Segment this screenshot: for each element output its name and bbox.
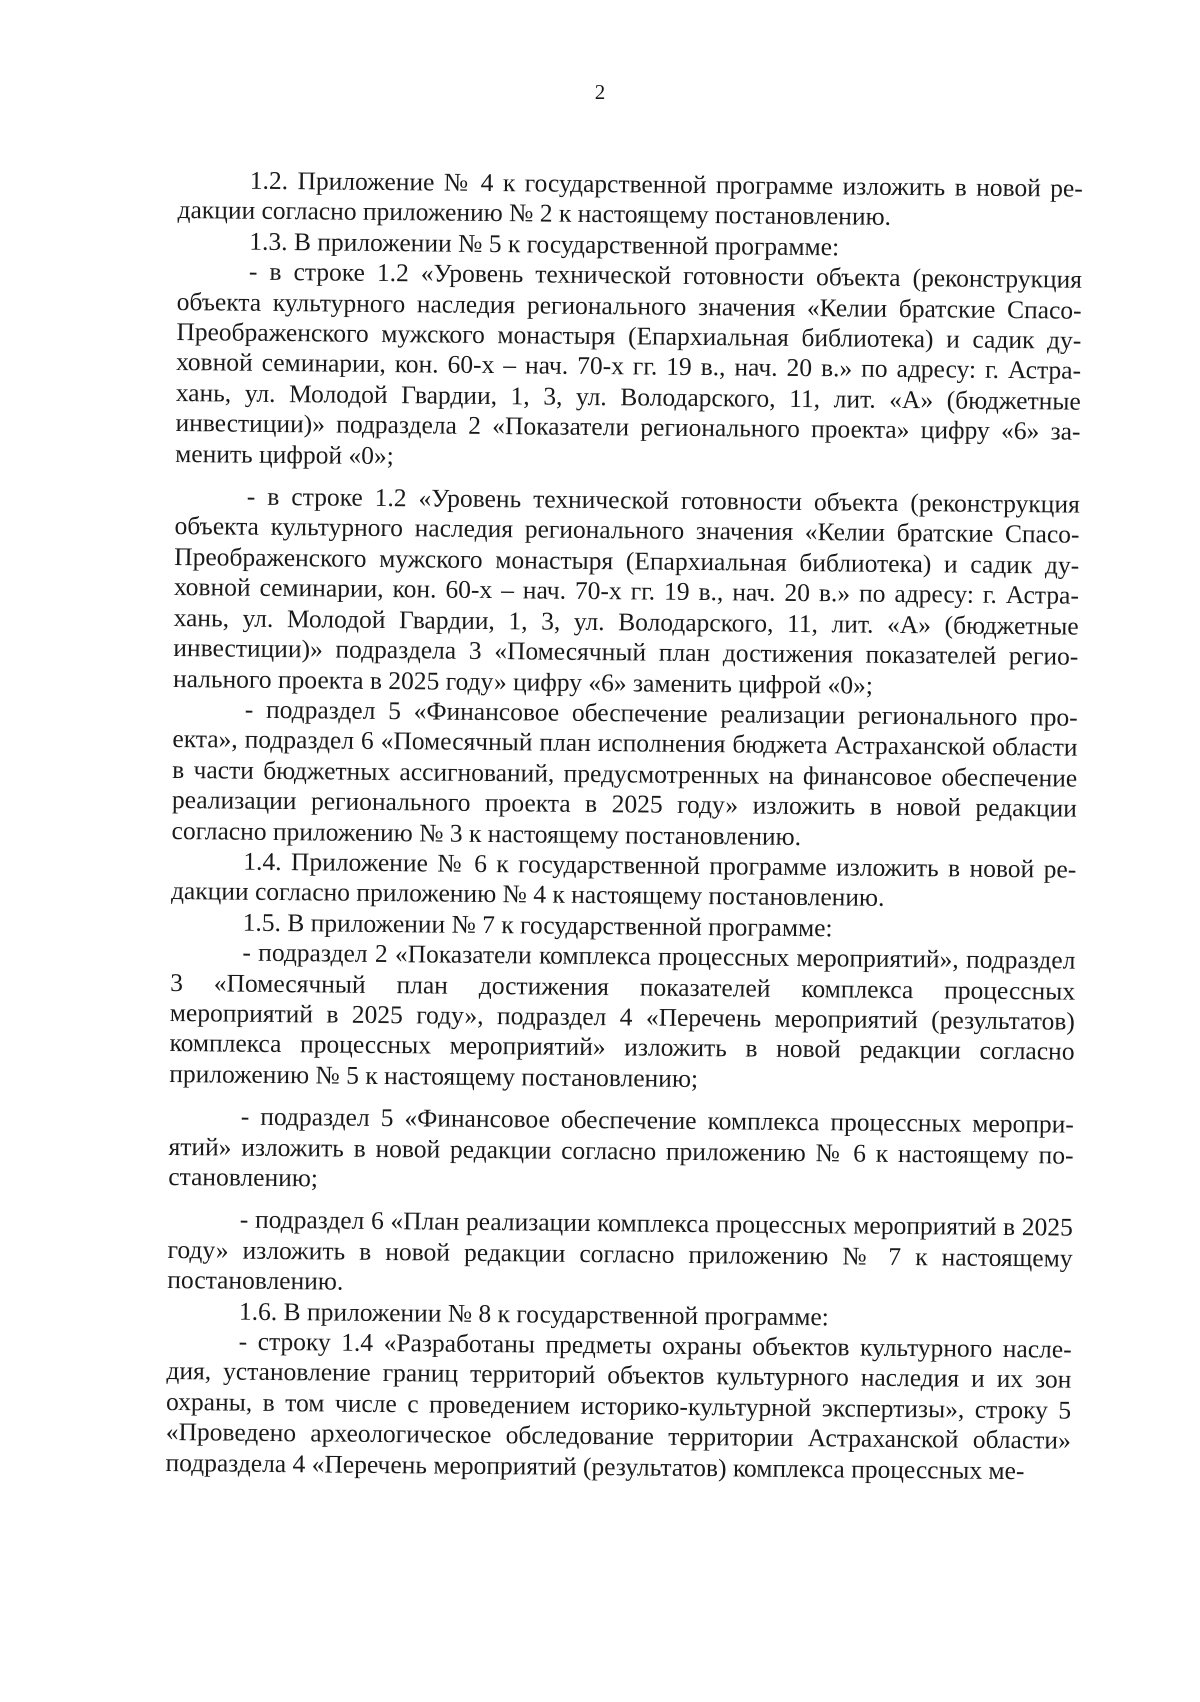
paragraph-1-5-item-2: - подраздел 5 «Финансовое обеспечение комплекса процессных мероприятий» изложить в новой редакции согласно приложению № 6 к настоящему постановлению; <box>168 1101 1074 1193</box>
paragraph-1-5-item-3: - подраздел 6 «План реализации комплекса процессных мероприятий в 2025 году» изложить в новой редакции согласно приложению № 7 к настоящему постановлению. <box>167 1205 1073 1296</box>
paragraph-1-5-item-1: - подраздел 2 «Показатели комплекса процессных мероприятий», подраздел 3 «Помесячный план достижения показателей комплекса процессных мероприятий в 2025 году», подраздел 4 «Перечень мероприятий (результатов) комплекса процессных мероприятий» изложить в новой редакции согласно приложению № 5 к настоящему постановлению; <box>169 937 1076 1093</box>
paragraph-1-3: 1.3. В приложении № 5 к государственной программе: <box>249 226 840 262</box>
paragraph-1-2: 1.2. Приложение № 4 к государственной программе изложить в новой редакции согласно приложению № 2 к настоящему постановлению. <box>177 165 1083 232</box>
document-body <box>165 165 1083 1487</box>
paragraph-1-4: 1.4. Приложение № 6 к государственной программе изложить в новой редакции согласно приложению № 4 к настоящему постановлению. <box>170 846 1077 913</box>
paragraph-1-5: 1.5. В приложении № 7 к государственной программе: <box>242 907 833 943</box>
page-number: 2 <box>594 80 606 104</box>
paragraph-1-3-item-3: - подраздел 5 «Финансовое обеспечение реализации регионального проекта», подраздел 6 «Помесячный план исполнения бюджета Астраханской области в части бюджетных ассигнований, предусмотренных на финансовое обеспечение реализации регионального проекта в 2025 году» изложить в новой редакции согласно приложению № 3 к настоящему постановлению. <box>171 694 1078 851</box>
paragraph-1-6-item-1: - строку 1.4 «Разработаны предметы охраны объектов культурного наследия, установление границ территорий объектов культурного наследия и их зон охраны, в том числе с проведением историко-культурной экспертизы», строку 5 «Проведено археологическое обследование территории Астраханской области» подраздела 4 «Перечень мероприятий (результатов) комплекса процессных ме- <box>165 1326 1072 1485</box>
paragraph-1-6: 1.6. В приложении № 8 к государственной программе: <box>238 1296 829 1331</box>
paragraph-1-3-item-1: - в строке 1.2 «Уровень технической готовности объекта (реконструкция объекта культурного наследия регионального значения «Келии братские Спасо-Преображенского мужского монастыря (Епархиальная библиотека) и садик духовной семинарии, кон. 60-х – нач. 70-х гг. 19 в., нач. 20 в.» по адресу: г. Астрахань, ул. Молодой Гвардии, 1, 3, ул. Володарского, 11, лит. «А» (бюджетные инвестиции)» подраздела 2 «Показатели регионального проекта» цифру «6» заменить цифрой «0»; <box>175 256 1083 470</box>
paragraph-1-3-item-2: - в строке 1.2 «Уровень технической готовности объекта (реконструкция объекта культурного наследия регионального значения «Келии братские Спасо-Преображенского мужского монастыря (Епархиальная библиотека) и садик духовной семинарии, кон. 60-х – нач. 70-х гг. 19 в., нач. 20 в.» по адресу: г. Астрахань, ул. Молодой Гвардии, 1, 3, ул. Володарского, 11, лит. «А» (бюджетные инвестиции)» подраздела 3 «Помесячный план достижения показателей регионального проекта в 2025 году» цифру «6» заменить цифрой «0»; <box>172 481 1080 700</box>
